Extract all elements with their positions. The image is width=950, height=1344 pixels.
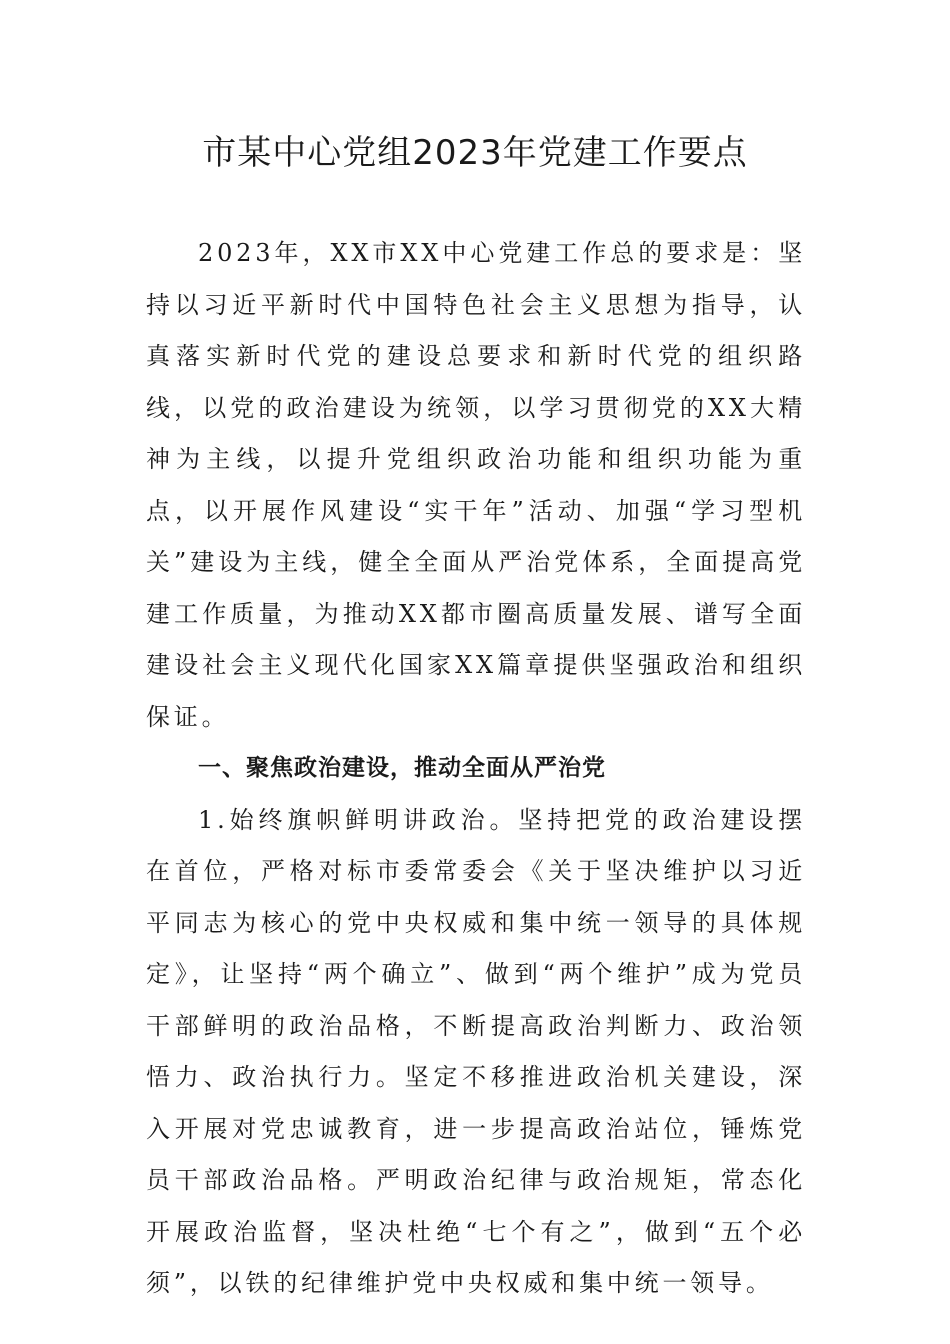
document-title: 市某中心党组2023年党建工作要点 <box>202 133 748 173</box>
section-heading: 一、聚焦政治建设，推动全面从严治党 <box>198 755 606 781</box>
intro-paragraph: 2023年，XX市XX中心党建工作总的要求是：坚持以习近平新时代中国特色社会主义思想为指导，认真落实新时代党的建设总要求和新时代党的组织路线，以党的政治建设为统领，以学习贯彻党的XX大精神为主线，以提升党组织政治功能和组织功能为重点，以开展作风建设“实干年”活动、加强“学习型机关”建设为主线，健全全面从严治党体系，全面提高党建工作质量，为推动XX都市圈高质量发展、谱写全面建设社会主义现代化国家XX篇章提供坚强政治和组织保证。 <box>146 239 806 731</box>
document-body <box>146 228 806 1310</box>
section-item-paragraph: 1.始终旗帜鲜明讲政治。坚持把党的政治建设摆在首位，严格对标市委常委会《关于坚决维护以习近平同志为核心的党中央权威和集中统一领导的具体规定》，让坚持“两个确立”、做到“两个维护”成为党员干部鲜明的政治品格，不断提高政治判断力、政治领悟力、政治执行力。坚定不移推进政治机关建设，深入开展对党忠诚教育，进一步提高政治站位，锤炼党员干部政治品格。严明政治纪律与政治规矩，常态化开展政治监督，坚决杜绝“七个有之”，做到“五个必须”，以铁的纪律维护党中央权威和集中统一领导。 <box>146 805 806 1297</box>
